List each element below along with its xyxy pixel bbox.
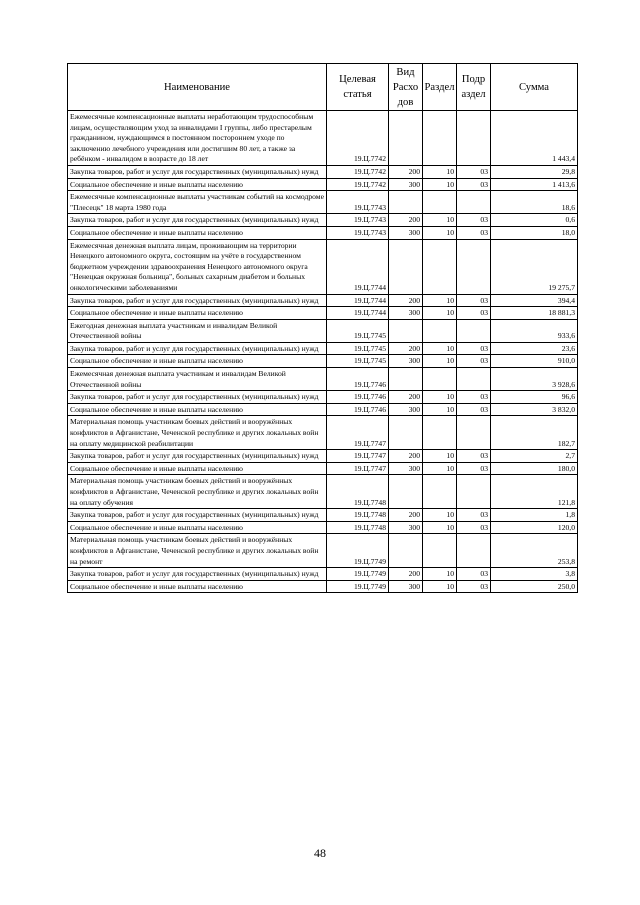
cell-expense-type: 200 [389, 342, 423, 355]
cell-expense-type: 200 [389, 165, 423, 178]
cell-expense-type [389, 534, 423, 568]
cell-target-article: 19.Ц.7749 [327, 580, 389, 593]
cell-section [423, 475, 457, 509]
cell-name: Социальное обеспечение и иные выплаты населению [68, 521, 327, 534]
cell-name: Закупка товаров, работ и услуг для государственных (муниципальных) нужд [68, 509, 327, 522]
table-row [68, 226, 578, 239]
cell-name: Социальное обеспечение и иные выплаты населению [68, 178, 327, 191]
cell-name: Закупка товаров, работ и услуг для государственных (муниципальных) нужд [68, 294, 327, 307]
cell-section: 10 [423, 178, 457, 191]
table-row [68, 239, 578, 294]
table-row [68, 416, 578, 450]
cell-target-article: 19.Ц.7745 [327, 319, 389, 342]
cell-name: Ежемесячная денежная выплата участникам и инвалидам Великой Отечественной войны [68, 368, 327, 391]
cell-target-article: 19.Ц.7748 [327, 521, 389, 534]
cell-sum: 933,6 [491, 319, 578, 342]
cell-expense-type [389, 191, 423, 214]
cell-subsection: 03 [457, 178, 491, 191]
table-body [68, 111, 578, 593]
cell-expense-type: 300 [389, 178, 423, 191]
cell-target-article: 19.Ц.7744 [327, 294, 389, 307]
cell-sum: 253,8 [491, 534, 578, 568]
header-expense-type: Вид Расхо дов [389, 64, 423, 111]
table-row [68, 178, 578, 191]
page-number: 48 [314, 846, 326, 860]
cell-section: 10 [423, 342, 457, 355]
cell-expense-type [389, 239, 423, 294]
cell-subsection: 03 [457, 391, 491, 404]
table-row [68, 391, 578, 404]
cell-target-article: 19.Ц.7744 [327, 307, 389, 320]
header-target-article: Целевая статья [327, 64, 389, 111]
cell-subsection: 03 [457, 294, 491, 307]
cell-section [423, 416, 457, 450]
cell-section: 10 [423, 391, 457, 404]
table-row [68, 214, 578, 227]
cell-section: 10 [423, 521, 457, 534]
cell-subsection: 03 [457, 450, 491, 463]
table-row [68, 111, 578, 166]
cell-name: Социальное обеспечение и иные выплаты населению [68, 403, 327, 416]
cell-subsection: 03 [457, 165, 491, 178]
cell-name: Ежегодная денежная выплата участникам и инвалидам Великой Отечественной войны [68, 319, 327, 342]
cell-sum: 1 413,6 [491, 178, 578, 191]
table-row [68, 521, 578, 534]
cell-section: 10 [423, 462, 457, 475]
cell-subsection: 03 [457, 226, 491, 239]
cell-name: Социальное обеспечение и иные выплаты населению [68, 226, 327, 239]
table-row [68, 509, 578, 522]
table-header-row [68, 64, 578, 111]
cell-target-article: 19.Ц.7746 [327, 391, 389, 404]
cell-name: Закупка товаров, работ и услуг для государственных (муниципальных) нужд [68, 165, 327, 178]
cell-subsection [457, 319, 491, 342]
cell-section: 10 [423, 580, 457, 593]
cell-subsection: 03 [457, 307, 491, 320]
cell-target-article: 19.Ц.7743 [327, 214, 389, 227]
cell-sum: 3 928,6 [491, 368, 578, 391]
cell-target-article: 19.Ц.7745 [327, 342, 389, 355]
cell-subsection [457, 111, 491, 166]
cell-subsection: 03 [457, 521, 491, 534]
cell-expense-type: 300 [389, 355, 423, 368]
cell-target-article: 19.Ц.7749 [327, 568, 389, 581]
cell-name: Социальное обеспечение и иные выплаты населению [68, 462, 327, 475]
cell-expense-type: 300 [389, 462, 423, 475]
cell-expense-type: 200 [389, 509, 423, 522]
cell-target-article: 19.Ц.7743 [327, 226, 389, 239]
cell-sum: 18,0 [491, 226, 578, 239]
cell-sum: 394,4 [491, 294, 578, 307]
cell-name: Закупка товаров, работ и услуг для государственных (муниципальных) нужд [68, 342, 327, 355]
table-row [68, 475, 578, 509]
cell-section: 10 [423, 509, 457, 522]
table-row [68, 568, 578, 581]
cell-subsection [457, 475, 491, 509]
table-row [68, 319, 578, 342]
header-subsection: Подр аздел [457, 64, 491, 111]
cell-subsection: 03 [457, 214, 491, 227]
cell-sum: 29,8 [491, 165, 578, 178]
cell-sum: 23,6 [491, 342, 578, 355]
cell-subsection: 03 [457, 580, 491, 593]
cell-section: 10 [423, 294, 457, 307]
cell-target-article: 19.Ц.7747 [327, 462, 389, 475]
cell-section [423, 534, 457, 568]
table-row [68, 368, 578, 391]
cell-sum: 0,6 [491, 214, 578, 227]
cell-name: Материальная помощь участникам боевых действий и вооружённых конфликтов в Афганистане, Чеченской республике и других локальных войн на оплату медицинской реабилитации [68, 416, 327, 450]
header-name: Наименование [68, 64, 327, 111]
cell-target-article: 19.Ц.7742 [327, 111, 389, 166]
cell-expense-type: 200 [389, 391, 423, 404]
cell-name: Закупка товаров, работ и услуг для государственных (муниципальных) нужд [68, 568, 327, 581]
cell-subsection [457, 239, 491, 294]
cell-expense-type [389, 416, 423, 450]
cell-sum: 2,7 [491, 450, 578, 463]
cell-expense-type: 200 [389, 568, 423, 581]
cell-expense-type [389, 111, 423, 166]
cell-name: Социальное обеспечение и иные выплаты населению [68, 580, 327, 593]
cell-section [423, 191, 457, 214]
cell-section [423, 239, 457, 294]
cell-section: 10 [423, 450, 457, 463]
cell-sum: 182,7 [491, 416, 578, 450]
cell-name: Ежемесячная денежная выплата лицам, проживающим на территории Ненецкого автономного округа, состоящим на учёте в государственном бюджетном учреждении здравоохранения Ненецкого автономного округа "Ненецкая окружная больница", больных сахарным диабетом и больных онкологическими заболеваниями [68, 239, 327, 294]
cell-target-article: 19.Ц.7747 [327, 416, 389, 450]
cell-sum: 180,0 [491, 462, 578, 475]
cell-expense-type: 300 [389, 580, 423, 593]
cell-section: 10 [423, 165, 457, 178]
cell-subsection: 03 [457, 342, 491, 355]
cell-target-article: 19.Ц.7748 [327, 475, 389, 509]
cell-name: Ежемесячные компенсационные выплаты участникам событий на космодроме "Плесецк" 18 марта 1980 года [68, 191, 327, 214]
cell-sum: 1 443,4 [491, 111, 578, 166]
cell-expense-type [389, 319, 423, 342]
cell-sum: 1,8 [491, 509, 578, 522]
cell-section: 10 [423, 568, 457, 581]
cell-name: Социальное обеспечение и иные выплаты населению [68, 355, 327, 368]
cell-section: 10 [423, 226, 457, 239]
cell-section: 10 [423, 214, 457, 227]
cell-sum: 250,0 [491, 580, 578, 593]
cell-sum: 3,8 [491, 568, 578, 581]
cell-target-article: 19.Ц.7748 [327, 509, 389, 522]
cell-target-article: 19.Ц.7745 [327, 355, 389, 368]
cell-target-article: 19.Ц.7746 [327, 403, 389, 416]
cell-target-article: 19.Ц.7743 [327, 191, 389, 214]
cell-section [423, 319, 457, 342]
table-row [68, 191, 578, 214]
table-row [68, 462, 578, 475]
cell-sum: 120,0 [491, 521, 578, 534]
cell-subsection: 03 [457, 462, 491, 475]
header-sum: Сумма [491, 64, 578, 111]
cell-sum: 121,8 [491, 475, 578, 509]
cell-name: Закупка товаров, работ и услуг для государственных (муниципальных) нужд [68, 214, 327, 227]
cell-name: Закупка товаров, работ и услуг для государственных (муниципальных) нужд [68, 450, 327, 463]
cell-subsection: 03 [457, 509, 491, 522]
cell-name: Материальная помощь участникам боевых действий и вооружённых конфликтов в Афганистане, Чеченской республике и других локальных войн на оплату обучения [68, 475, 327, 509]
cell-section: 10 [423, 403, 457, 416]
cell-expense-type [389, 475, 423, 509]
cell-sum: 18,6 [491, 191, 578, 214]
cell-target-article: 19.Ц.7742 [327, 178, 389, 191]
cell-section [423, 368, 457, 391]
cell-name: Материальная помощь участникам боевых действий и вооружённых конфликтов в Афганистане, Чеченской республике и других локальных войн на ремонт [68, 534, 327, 568]
cell-expense-type: 200 [389, 294, 423, 307]
cell-subsection: 03 [457, 355, 491, 368]
cell-subsection [457, 191, 491, 214]
cell-sum: 910,0 [491, 355, 578, 368]
cell-expense-type: 200 [389, 214, 423, 227]
cell-expense-type [389, 368, 423, 391]
cell-name: Закупка товаров, работ и услуг для государственных (муниципальных) нужд [68, 391, 327, 404]
cell-subsection [457, 416, 491, 450]
table-row [68, 355, 578, 368]
cell-expense-type: 300 [389, 403, 423, 416]
cell-target-article: 19.Ц.7744 [327, 239, 389, 294]
table-row [68, 450, 578, 463]
cell-name: Социальное обеспечение и иные выплаты населению [68, 307, 327, 320]
cell-subsection [457, 534, 491, 568]
cell-sum: 18 881,3 [491, 307, 578, 320]
cell-section [423, 111, 457, 166]
cell-subsection [457, 368, 491, 391]
cell-expense-type: 300 [389, 521, 423, 534]
table-row [68, 580, 578, 593]
header-section: Раздел [423, 64, 457, 111]
cell-section: 10 [423, 355, 457, 368]
table-row [68, 307, 578, 320]
table-row [68, 294, 578, 307]
cell-subsection: 03 [457, 403, 491, 416]
table-row [68, 165, 578, 178]
cell-sum: 3 832,0 [491, 403, 578, 416]
cell-expense-type: 300 [389, 307, 423, 320]
cell-name: Ежемесячные компенсационные выплаты неработающим трудоспособным лицам, осуществляющим уход за инвалидами I группы, либо престарелым гражданином, нуждающимся в постоянном постороннем уходе по заключению лечебного учреждения или достигшим 80 лет, а также за ребёнком - инвалидом в возрасте до 18 лет [68, 111, 327, 166]
table-row [68, 403, 578, 416]
table-row [68, 534, 578, 568]
cell-section: 10 [423, 307, 457, 320]
cell-target-article: 19.Ц.7747 [327, 450, 389, 463]
cell-target-article: 19.Ц.7742 [327, 165, 389, 178]
cell-sum: 96,6 [491, 391, 578, 404]
cell-sum: 19 275,7 [491, 239, 578, 294]
cell-target-article: 19.Ц.7749 [327, 534, 389, 568]
cell-expense-type: 200 [389, 450, 423, 463]
cell-subsection: 03 [457, 568, 491, 581]
table-row [68, 342, 578, 355]
budget-table [67, 63, 578, 593]
cell-expense-type: 300 [389, 226, 423, 239]
cell-target-article: 19.Ц.7746 [327, 368, 389, 391]
